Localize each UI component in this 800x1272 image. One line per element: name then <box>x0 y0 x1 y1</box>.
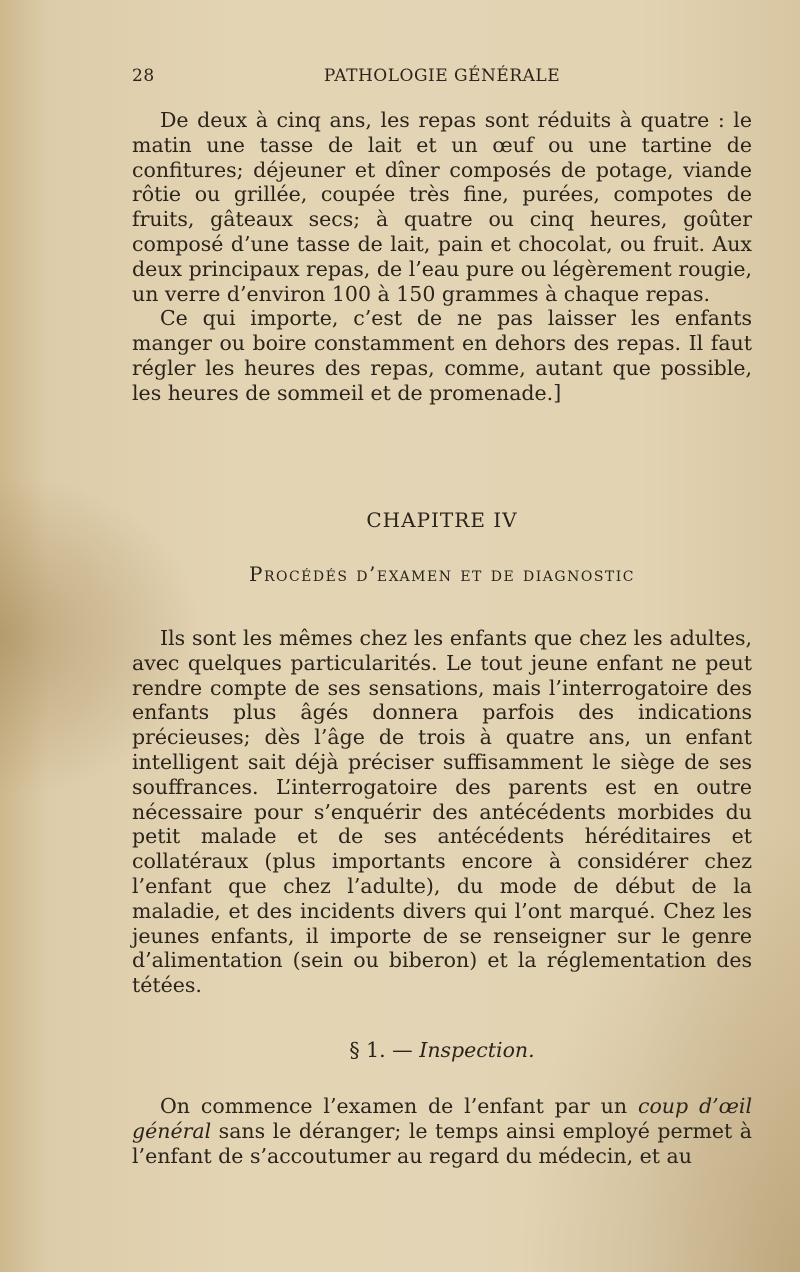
section-text <box>132 1094 752 1168</box>
text-run: sans le déranger; le temps ainsi employé permet à l’enfant de s’accoutumer au regard du médecin, et au <box>132 1118 752 1168</box>
paragraph: Ce qui importe, c’est de ne pas laisser les enfants manger ou boire constamment en dehors des repas. Il faut régler les heures des repas, comme, autant que possible, les heures de sommeil et de promenade.] <box>132 306 752 405</box>
paragraph <box>132 1094 752 1168</box>
paragraph: De deux à cinq ans, les repas sont réduits à quatre : le matin une tasse de lait et un œuf ou une tartine de confitures; déjeuner et dîner composés de potage, viande rôtie ou grillée, coupée très fine, purées, compotes de fruits, gâteaux secs; à quatre ou cinq heures, goûter composé d’une tasse de lait, pain et chocolat, ou fruit. Aux deux principaux repas, de l’eau pure ou légèrement rougie, un verre d’environ 100 à 150 grammes à chaque repas. <box>132 108 752 306</box>
paragraph: Ils sont les mêmes chez les enfants que chez les adultes, avec quelques particularités. Le tout jeune enfant ne peut rendre compte de ses sensations, mais l’interrogatoire des enfants plus âgés donnera parfois des indications précieuses; dès l’âge de trois à quatre ans, un enfant intelligent sait déjà préciser suffisamment le siège de ses souffrances. L’interrogatoire des parents est en outre nécessaire pour s’enquérir des antécédents morbides du petit malade et de ses antécédents héréditaires et collatéraux (plus importants encore à considérer chez l’enfant que chez l’adulte), du mode de début de la maladie, et des incidents divers qui l’ont marqué. Chez les jeunes enfants, il importe de se renseigner sur le genre d’alimentation (sein ou biberon) et la réglementation des tétées. <box>132 626 752 998</box>
section-heading <box>132 1038 752 1062</box>
chapter-subtitle: Procédés d’examen et de diagnostic <box>248 562 635 586</box>
chapter-title: CHAPITRE IV <box>366 508 518 532</box>
chapter-text <box>132 626 752 998</box>
page-number: 28 <box>132 66 155 86</box>
section-title: Inspection. <box>419 1038 535 1062</box>
italic-run: coup d’œil général <box>132 1094 753 1143</box>
page-header <box>132 66 752 90</box>
text-run: On commence l’examen de l’enfant par un <box>160 1094 638 1118</box>
section-number: § 1. — <box>349 1038 413 1062</box>
intro-text <box>132 108 752 406</box>
running-title: PATHOLOGIE GÉNÉRALE <box>323 66 561 86</box>
